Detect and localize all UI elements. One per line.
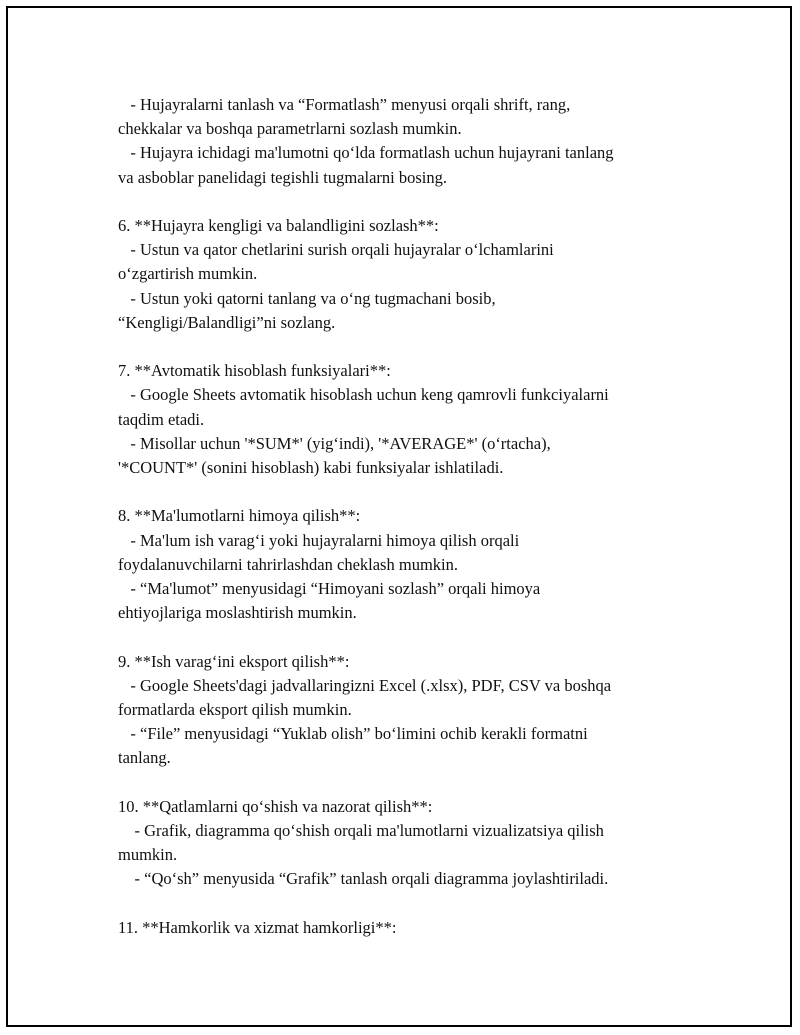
- blank-line: [118, 335, 698, 359]
- section-heading-9: 9. **Ish varag‘ini eksport qilish**:: [118, 651, 350, 671]
- text-line: - “Qo‘sh” menyusida “Grafik” tanlash orqali diagramma joylashtiriladi.: [118, 869, 609, 889]
- blank-line: [118, 625, 698, 649]
- text-line: mumkin.: [118, 845, 178, 865]
- text-line: - “File” menyusidagi “Yuklab olish” bo‘limini ochib kerakli formatni: [118, 724, 588, 744]
- section-heading-11: 11. **Hamkorlik va xizmat hamkorligi**:: [118, 917, 397, 937]
- section-heading-6: 6. **Hujayra kengligi va balandligini sozlash**:: [118, 216, 439, 235]
- text-line: - Hujayralarni tanlash va “Formatlash” menyusi orqali shrift, rang,: [118, 95, 571, 114]
- text-line: - Hujayra ichidagi ma'lumotni qo‘lda formatlash uchun hujayrani tanlang: [118, 143, 614, 163]
- text-line: '*COUNT*' (sonini hisoblash) kabi funksiyalar ishlatiladi.: [118, 458, 504, 478]
- text-line: - “Ma'lumot” menyusidagi “Himoyani sozlash” orqali himoya: [118, 579, 541, 599]
- blank-line: [118, 190, 698, 214]
- section-heading-10: 10. **Qatlamlarni qo‘shish va nazorat qilish**:: [118, 796, 433, 816]
- text-line: taqdim etadi.: [118, 409, 205, 429]
- text-line: “Kengligi/Balandligi”ni sozlang.: [118, 312, 336, 332]
- text-line: o‘zgartirish mumkin.: [118, 264, 258, 284]
- section-heading-7: 7. **Avtomatik hisoblash funksiyalari**:: [118, 361, 391, 381]
- text-line: - Misollar uchun '*SUM*' (yig‘indi), '*AVERAGE*' (o‘rtacha),: [118, 433, 551, 453]
- text-line: chekkalar va boshqa parametrlarni sozlash mumkin.: [118, 119, 462, 139]
- blank-line: [118, 771, 698, 795]
- text-line: - Ma'lum ish varag‘i yoki hujayralarni himoya qilish orqali: [118, 530, 520, 550]
- text-line: formatlarda eksport qilish mumkin.: [118, 700, 352, 720]
- text-line: - Ustun yoki qatorni tanlang va o‘ng tugmachani bosib,: [118, 288, 496, 308]
- text-line: - Google Sheets avtomatik hisoblash uchun keng qamrovli funkciyalarni: [118, 385, 609, 405]
- text-line: tanlang.: [118, 748, 171, 768]
- section-heading-8: 8. **Ma'lumotlarni himoya qilish**:: [118, 506, 361, 526]
- text-line: ehtiyojlariga moslashtirish mumkin.: [118, 603, 357, 623]
- text-line: - Google Sheets'dagi jadvallaringizni Excel (.xlsx), PDF, CSV va boshqa: [118, 675, 612, 695]
- blank-line: [118, 480, 698, 504]
- text-line: - Grafik, diagramma qo‘shish orqali ma'lumotlarni vizualizatsiya qilish: [118, 821, 604, 841]
- text-line: foydalanuvchilarni tahrirlashdan cheklash mumkin.: [118, 554, 458, 574]
- document-body: [118, 93, 698, 940]
- blank-line: [118, 892, 698, 916]
- text-line: - Ustun va qator chetlarini surish orqali hujayralar o‘lchamlarini: [118, 240, 554, 260]
- text-line: va asboblar panelidagi tegishli tugmalarni bosing.: [118, 167, 448, 187]
